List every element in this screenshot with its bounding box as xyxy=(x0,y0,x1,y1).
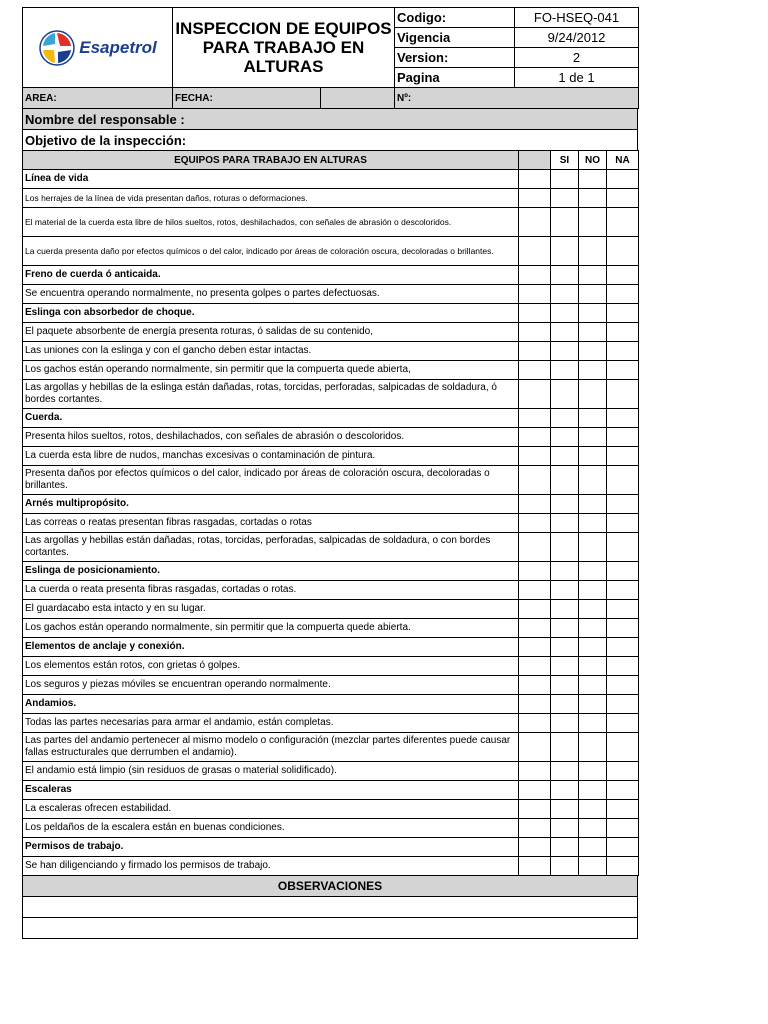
si-checkbox[interactable] xyxy=(551,237,579,266)
blank-cell xyxy=(519,266,551,285)
checklist-item-row xyxy=(23,380,639,409)
blank-cell xyxy=(519,361,551,380)
blank-cell xyxy=(519,189,551,208)
blank-cell xyxy=(519,638,551,657)
observaciones-title: OBSERVACIONES xyxy=(23,876,638,897)
info-row xyxy=(22,87,639,109)
si-checkbox xyxy=(551,304,579,323)
no-checkbox[interactable] xyxy=(579,323,607,342)
meta-value-codigo: FO-HSEQ-041 xyxy=(515,8,639,28)
checklist-item-row xyxy=(23,428,639,447)
checklist-item-row xyxy=(23,323,639,342)
si-checkbox[interactable] xyxy=(551,714,579,733)
item-label: El paquete absorbente de energía presenta roturas, ó salidas de su contenido, xyxy=(23,323,519,342)
esapetrol-logo-icon xyxy=(38,29,76,67)
checklist-item-row xyxy=(23,208,639,237)
no-checkbox[interactable] xyxy=(579,285,607,304)
si-checkbox[interactable] xyxy=(551,361,579,380)
blank-cell xyxy=(519,600,551,619)
item-label: Los peldaños de la escalera están en buenas condiciones. xyxy=(23,819,519,838)
meta-label-version: Version: xyxy=(395,48,515,68)
form-header xyxy=(22,7,639,88)
na-checkbox xyxy=(607,304,639,323)
blank-cell xyxy=(519,695,551,714)
checklist-section-row xyxy=(23,409,639,428)
section-label: Eslinga de posicionamiento. xyxy=(23,562,519,581)
blank-cell xyxy=(519,762,551,781)
no-checkbox[interactable] xyxy=(579,533,607,562)
si-checkbox[interactable] xyxy=(551,285,579,304)
item-label: Presenta hilos sueltos, rotos, deshilachados, con señales de abrasión o descoloridos. xyxy=(23,428,519,447)
item-label: Los herrajes de la línea de vida presentan daños, roturas o deformaciones. xyxy=(23,189,519,208)
blank-cell xyxy=(519,380,551,409)
na-checkbox xyxy=(607,838,639,857)
item-label: Las partes del andamio pertenecer al mismo modelo o configuración (mezclar partes diferentes puede causar fallas estructurales que derrumben el andamio). xyxy=(23,733,519,762)
inspection-form xyxy=(22,7,638,939)
si-checkbox[interactable] xyxy=(551,676,579,695)
responsable-block xyxy=(22,108,638,151)
blank-cell xyxy=(519,819,551,838)
si-checkbox[interactable] xyxy=(551,600,579,619)
si-checkbox xyxy=(551,562,579,581)
section-label: Andamios. xyxy=(23,695,519,714)
responsable-field[interactable]: Nombre del responsable : xyxy=(23,109,638,130)
fecha-field[interactable]: FECHA: xyxy=(173,88,321,109)
item-label: Se han diligenciando y firmado los permisos de trabajo. xyxy=(23,857,519,876)
no-checkbox[interactable] xyxy=(579,762,607,781)
na-checkbox[interactable] xyxy=(607,361,639,380)
blank-cell xyxy=(519,304,551,323)
checklist-section-row xyxy=(23,304,639,323)
no-checkbox[interactable] xyxy=(579,600,607,619)
checklist-section-row xyxy=(23,638,639,657)
meta-label-codigo: Codigo: xyxy=(395,8,515,28)
na-checkbox xyxy=(607,562,639,581)
checklist-section-row xyxy=(23,170,639,189)
no-checkbox xyxy=(579,495,607,514)
no-checkbox xyxy=(579,562,607,581)
blank-cell xyxy=(519,342,551,361)
checklist-item-row xyxy=(23,600,639,619)
checklist-item-row xyxy=(23,361,639,380)
item-label: Las argollas y hebillas de la eslinga están dañadas, rotas, torcidas, perforadas, salpicadas de soldadura, ó bordes cortantes. xyxy=(23,380,519,409)
section-label: Elementos de anclaje y conexión. xyxy=(23,638,519,657)
blank-cell xyxy=(519,533,551,562)
na-checkbox[interactable] xyxy=(607,581,639,600)
si-checkbox[interactable] xyxy=(551,819,579,838)
na-checkbox[interactable] xyxy=(607,819,639,838)
na-checkbox[interactable] xyxy=(607,676,639,695)
si-checkbox xyxy=(551,695,579,714)
si-checkbox[interactable] xyxy=(551,514,579,533)
si-checkbox[interactable] xyxy=(551,581,579,600)
na-checkbox[interactable] xyxy=(607,189,639,208)
item-label: Las uniones con la eslinga y con el gancho deben estar intactas. xyxy=(23,342,519,361)
item-label: La cuerda o reata presenta fibras rasgadas, cortadas o rotas. xyxy=(23,581,519,600)
checklist-item-row xyxy=(23,237,639,266)
checklist-section-row xyxy=(23,695,639,714)
no-checkbox[interactable] xyxy=(579,447,607,466)
item-label: La cuerda presenta daño por efectos químicos o del calor, indicado por áreas de coloración oscura, decoloradas o brillantes. xyxy=(23,237,519,266)
item-label: El andamio está limpio (sin residuos de grasas o material solidificado). xyxy=(23,762,519,781)
checklist-item-row xyxy=(23,819,639,838)
checklist-section-row xyxy=(23,266,639,285)
si-header: SI xyxy=(551,151,579,170)
checklist-section-row xyxy=(23,562,639,581)
si-checkbox[interactable] xyxy=(551,189,579,208)
na-checkbox xyxy=(607,781,639,800)
na-checkbox[interactable] xyxy=(607,208,639,237)
na-checkbox[interactable] xyxy=(607,600,639,619)
na-checkbox xyxy=(607,266,639,285)
blank-cell xyxy=(519,208,551,237)
checklist-section-row xyxy=(23,495,639,514)
no-checkbox xyxy=(579,304,607,323)
si-checkbox xyxy=(551,409,579,428)
blank-cell xyxy=(519,838,551,857)
no-checkbox[interactable] xyxy=(579,857,607,876)
na-checkbox xyxy=(607,170,639,189)
no-checkbox[interactable] xyxy=(579,800,607,819)
section-label: Eslinga con absorbedor de choque. xyxy=(23,304,519,323)
blank-cell xyxy=(519,428,551,447)
logo-text: Esapetrol xyxy=(79,37,157,57)
blank-cell xyxy=(519,619,551,638)
no-checkbox[interactable] xyxy=(579,189,607,208)
si-checkbox xyxy=(551,170,579,189)
na-checkbox[interactable] xyxy=(607,733,639,762)
checklist-header-row xyxy=(23,151,639,170)
na-checkbox[interactable] xyxy=(607,380,639,409)
no-checkbox xyxy=(579,695,607,714)
company-logo xyxy=(23,8,173,88)
no-checkbox xyxy=(579,170,607,189)
na-checkbox[interactable] xyxy=(607,323,639,342)
na-checkbox[interactable] xyxy=(607,533,639,562)
blank-header-cell xyxy=(519,151,551,170)
item-label: El material de la cuerda esta libre de hilos sueltos, rotos, deshilachados, con señales de abrasión o descoloridos. xyxy=(23,208,519,237)
no-checkbox[interactable] xyxy=(579,466,607,495)
checklist-item-row xyxy=(23,676,639,695)
blank-cell xyxy=(519,857,551,876)
no-checkbox[interactable] xyxy=(579,733,607,762)
no-checkbox xyxy=(579,638,607,657)
blank-cell xyxy=(519,409,551,428)
na-checkbox[interactable] xyxy=(607,800,639,819)
si-checkbox[interactable] xyxy=(551,323,579,342)
blank-cell xyxy=(519,323,551,342)
item-label: Se encuentra operando normalmente, no presenta golpes o partes defectuosas. xyxy=(23,285,519,304)
fecha-value-field[interactable] xyxy=(321,88,395,109)
na-checkbox[interactable] xyxy=(607,657,639,676)
area-field[interactable]: AREA: xyxy=(23,88,173,109)
si-checkbox[interactable] xyxy=(551,208,579,237)
checklist-item-row xyxy=(23,619,639,638)
item-label: Los seguros y piezas móviles se encuentran operando normalmente. xyxy=(23,676,519,695)
meta-value-version: 2 xyxy=(515,48,639,68)
item-label: La escaleras ofrecen estabilidad. xyxy=(23,800,519,819)
no-checkbox[interactable] xyxy=(579,676,607,695)
checklist-item-row xyxy=(23,657,639,676)
no-checkbox xyxy=(579,781,607,800)
na-checkbox[interactable] xyxy=(607,237,639,266)
item-label: Las correas o reatas presentan fibras rasgadas, cortadas o rotas xyxy=(23,514,519,533)
blank-cell xyxy=(519,676,551,695)
section-label: Línea de vida xyxy=(23,170,519,189)
na-checkbox[interactable] xyxy=(607,514,639,533)
checklist-item-row xyxy=(23,762,639,781)
si-checkbox[interactable] xyxy=(551,447,579,466)
checklist-item-row xyxy=(23,342,639,361)
checklist-section-row xyxy=(23,838,639,857)
si-checkbox[interactable] xyxy=(551,800,579,819)
meta-value-pagina: 1 de 1 xyxy=(515,68,639,88)
blank-cell xyxy=(519,781,551,800)
no-checkbox[interactable] xyxy=(579,208,607,237)
blank-cell xyxy=(519,733,551,762)
si-checkbox xyxy=(551,638,579,657)
checklist-table xyxy=(22,150,639,876)
checklist-title: EQUIPOS PARA TRABAJO EN ALTURAS xyxy=(23,151,519,170)
item-label: Todas las partes necesarias para armar el andamio, están completas. xyxy=(23,714,519,733)
checklist-item-row xyxy=(23,189,639,208)
na-checkbox xyxy=(607,495,639,514)
si-checkbox[interactable] xyxy=(551,762,579,781)
si-checkbox[interactable] xyxy=(551,533,579,562)
checklist-item-row xyxy=(23,447,639,466)
si-checkbox[interactable] xyxy=(551,380,579,409)
checklist-item-row xyxy=(23,533,639,562)
blank-cell xyxy=(519,514,551,533)
blank-cell xyxy=(519,657,551,676)
si-checkbox xyxy=(551,781,579,800)
blank-cell xyxy=(519,714,551,733)
no-checkbox[interactable] xyxy=(579,581,607,600)
si-checkbox xyxy=(551,266,579,285)
checklist-item-row xyxy=(23,733,639,762)
na-checkbox[interactable] xyxy=(607,857,639,876)
objetivo-field[interactable]: Objetivo de la inspección: xyxy=(23,130,638,151)
blank-cell xyxy=(519,495,551,514)
section-label: Permisos de trabajo. xyxy=(23,838,519,857)
si-checkbox[interactable] xyxy=(551,619,579,638)
item-label: La cuerda esta libre de nudos, manchas excesivas o contaminación de pintura. xyxy=(23,447,519,466)
no-checkbox[interactable] xyxy=(579,380,607,409)
blank-cell xyxy=(519,447,551,466)
observaciones-block xyxy=(22,875,638,939)
checklist-item-row xyxy=(23,285,639,304)
na-checkbox xyxy=(607,409,639,428)
no-checkbox xyxy=(579,409,607,428)
na-checkbox[interactable] xyxy=(607,428,639,447)
section-label: Freno de cuerda ó anticaida. xyxy=(23,266,519,285)
na-checkbox[interactable] xyxy=(607,619,639,638)
checklist-item-row xyxy=(23,466,639,495)
no-checkbox[interactable] xyxy=(579,361,607,380)
observaciones-line-2[interactable] xyxy=(23,918,638,939)
no-checkbox[interactable] xyxy=(579,428,607,447)
no-checkbox[interactable] xyxy=(579,619,607,638)
no-header: NO xyxy=(579,151,607,170)
blank-cell xyxy=(519,237,551,266)
si-checkbox[interactable] xyxy=(551,466,579,495)
no-checkbox[interactable] xyxy=(579,237,607,266)
si-checkbox[interactable] xyxy=(551,657,579,676)
checklist-item-row xyxy=(23,800,639,819)
item-label: El guardacabo esta intacto y en su lugar. xyxy=(23,600,519,619)
checklist-item-row xyxy=(23,857,639,876)
blank-cell xyxy=(519,466,551,495)
blank-cell xyxy=(519,800,551,819)
si-checkbox xyxy=(551,838,579,857)
si-checkbox[interactable] xyxy=(551,342,579,361)
no-checkbox xyxy=(579,266,607,285)
blank-cell xyxy=(519,170,551,189)
no-checkbox xyxy=(579,838,607,857)
no-checkbox[interactable] xyxy=(579,514,607,533)
na-checkbox[interactable] xyxy=(607,447,639,466)
observaciones-line-1[interactable] xyxy=(23,897,638,918)
checklist-item-row xyxy=(23,514,639,533)
na-checkbox xyxy=(607,638,639,657)
si-checkbox xyxy=(551,495,579,514)
section-label: Escaleras xyxy=(23,781,519,800)
checklist-item-row xyxy=(23,581,639,600)
na-checkbox xyxy=(607,695,639,714)
checklist-section-row xyxy=(23,781,639,800)
item-label: Los elementos están rotos, con grietas ó golpes. xyxy=(23,657,519,676)
si-checkbox[interactable] xyxy=(551,733,579,762)
na-header: NA xyxy=(607,151,639,170)
si-checkbox[interactable] xyxy=(551,857,579,876)
na-checkbox[interactable] xyxy=(607,285,639,304)
item-label: Los gachos están operando normalmente, sin permitir que la compuerta quede abierta. xyxy=(23,619,519,638)
no-checkbox[interactable] xyxy=(579,714,607,733)
na-checkbox[interactable] xyxy=(607,466,639,495)
form-title: INSPECCION DE EQUIPOS PARA TRABAJO EN ALTURAS xyxy=(173,8,395,88)
no-checkbox[interactable] xyxy=(579,342,607,361)
no-checkbox[interactable] xyxy=(579,657,607,676)
blank-cell xyxy=(519,562,551,581)
item-label: Presenta daños por efectos químicos o del calor, indicado por áreas de coloración oscura, decoloradas o brillantes. xyxy=(23,466,519,495)
section-label: Arnés multipropósito. xyxy=(23,495,519,514)
item-label: Los gachos están operando normalmente, sin permitir que la compuerta quede abierta, xyxy=(23,361,519,380)
meta-value-vigencia: 9/24/2012 xyxy=(515,28,639,48)
meta-label-pagina: Pagina xyxy=(395,68,515,88)
na-checkbox[interactable] xyxy=(607,714,639,733)
item-label: Las argollas y hebillas están dañadas, rotas, torcidas, perforadas, salpicadas de soldadura, o con bordes cortantes. xyxy=(23,533,519,562)
section-label: Cuerda. xyxy=(23,409,519,428)
si-checkbox[interactable] xyxy=(551,428,579,447)
numero-field[interactable]: Nº: xyxy=(395,88,639,109)
blank-cell xyxy=(519,285,551,304)
blank-cell xyxy=(519,581,551,600)
meta-label-vigencia: Vigencia xyxy=(395,28,515,48)
na-checkbox[interactable] xyxy=(607,762,639,781)
checklist-item-row xyxy=(23,714,639,733)
no-checkbox[interactable] xyxy=(579,819,607,838)
na-checkbox[interactable] xyxy=(607,342,639,361)
